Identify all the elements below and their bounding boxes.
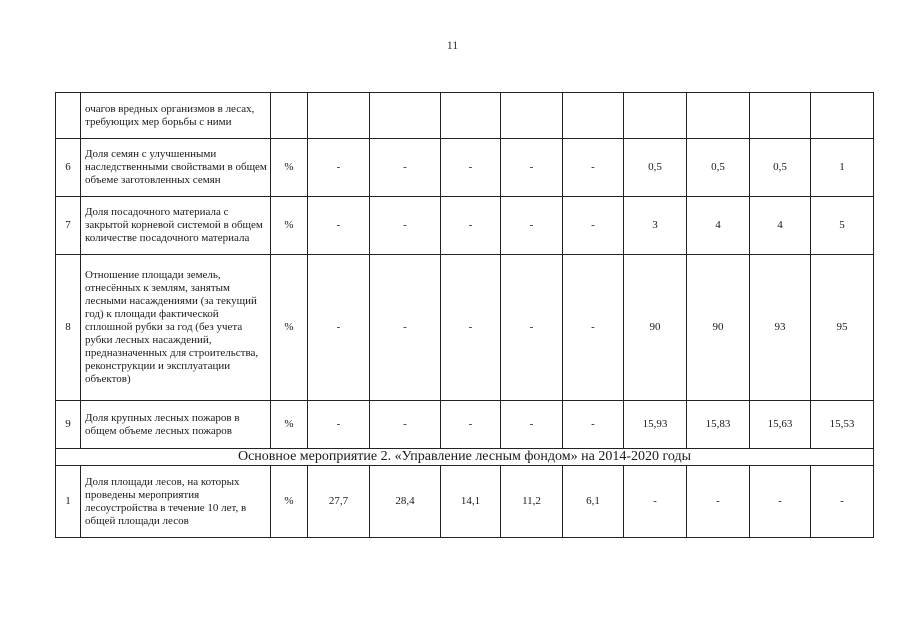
table-row (56, 466, 874, 538)
page-number: 11 (446, 38, 459, 52)
value-cell: - (563, 401, 624, 449)
unit-cell: % (271, 255, 308, 401)
value-cell: 90 (624, 255, 687, 401)
value-cell: 15,93 (624, 401, 687, 449)
value-cell (563, 93, 624, 139)
value-cell: - (308, 139, 370, 197)
value-cell: - (811, 466, 874, 538)
table-body-bottom (56, 466, 874, 538)
value-cell: - (308, 401, 370, 449)
row-number: 9 (56, 401, 81, 449)
value-cell (501, 93, 563, 139)
value-cell (441, 93, 501, 139)
table-row (56, 255, 874, 401)
value-cell: - (624, 466, 687, 538)
value-cell: - (501, 255, 563, 401)
table-row (56, 401, 874, 449)
value-cell: - (370, 197, 441, 255)
value-cell: 1 (811, 139, 874, 197)
row-number: 1 (56, 466, 81, 538)
table-body-top (56, 93, 874, 449)
indicator-description: Доля площади лесов, на которых проведены мероприятия лесоустройства в течение 10 лет, в общей площади лесов (81, 466, 271, 538)
value-cell: 11,2 (501, 466, 563, 538)
unit-cell (271, 93, 308, 139)
value-cell: 15,53 (811, 401, 874, 449)
value-cell: 3 (624, 197, 687, 255)
value-cell: 4 (687, 197, 750, 255)
indicator-description: Отношение площади земель, отнесённых к землям, занятым лесными насаждениями (за текущий год) к площади фактической сплошной рубки за год (без учета рубки лесных насаждений, предназначенных для строительства, реконструкции и эксплуатации объектов) (81, 255, 271, 401)
value-cell: - (563, 139, 624, 197)
table-row (56, 93, 874, 139)
value-cell: - (441, 255, 501, 401)
value-cell: - (563, 197, 624, 255)
value-cell: 0,5 (687, 139, 750, 197)
section-header-row (56, 449, 874, 466)
value-cell: - (750, 466, 811, 538)
row-number: 8 (56, 255, 81, 401)
value-cell: - (441, 401, 501, 449)
table-row (56, 139, 874, 197)
table-row (56, 197, 874, 255)
indicator-description: Доля крупных лесных пожаров в общем объеме лесных пожаров (81, 401, 271, 449)
value-cell: 90 (687, 255, 750, 401)
indicator-description: Доля посадочного материала с закрытой корневой системой в общем количестве посадочного материала (81, 197, 271, 255)
value-cell: 4 (750, 197, 811, 255)
value-cell: - (563, 255, 624, 401)
unit-cell: % (271, 466, 308, 538)
value-cell: 27,7 (308, 466, 370, 538)
value-cell: 95 (811, 255, 874, 401)
value-cell (687, 93, 750, 139)
value-cell: - (370, 401, 441, 449)
indicator-description: Доля семян с улучшенными наследственными свойствами в общем объеме заготовленных семян (81, 139, 271, 197)
row-number: 7 (56, 197, 81, 255)
value-cell: 6,1 (563, 466, 624, 538)
value-cell: 5 (811, 197, 874, 255)
row-number: 6 (56, 139, 81, 197)
section-header-body (56, 449, 874, 466)
unit-cell: % (271, 197, 308, 255)
value-cell: - (441, 139, 501, 197)
value-cell: - (441, 197, 501, 255)
indicator-table (55, 92, 874, 538)
unit-cell: % (271, 139, 308, 197)
value-cell (308, 93, 370, 139)
indicator-description: очагов вредных организмов в лесах, требующих мер борьбы с ними (81, 93, 271, 139)
value-cell: - (687, 466, 750, 538)
value-cell: - (308, 197, 370, 255)
unit-cell: % (271, 401, 308, 449)
value-cell: - (501, 197, 563, 255)
row-number (56, 93, 81, 139)
value-cell (370, 93, 441, 139)
value-cell: 93 (750, 255, 811, 401)
value-cell: 28,4 (370, 466, 441, 538)
value-cell: - (370, 255, 441, 401)
value-cell (811, 93, 874, 139)
value-cell: 15,83 (687, 401, 750, 449)
value-cell: - (501, 139, 563, 197)
value-cell: 0,5 (624, 139, 687, 197)
value-cell (624, 93, 687, 139)
value-cell: 0,5 (750, 139, 811, 197)
value-cell: - (501, 401, 563, 449)
value-cell: - (308, 255, 370, 401)
value-cell: - (370, 139, 441, 197)
value-cell: 14,1 (441, 466, 501, 538)
value-cell: 15,63 (750, 401, 811, 449)
section-title: Основное мероприятие 2. «Управление лесным фондом» на 2014-2020 годы (56, 449, 874, 466)
value-cell (750, 93, 811, 139)
